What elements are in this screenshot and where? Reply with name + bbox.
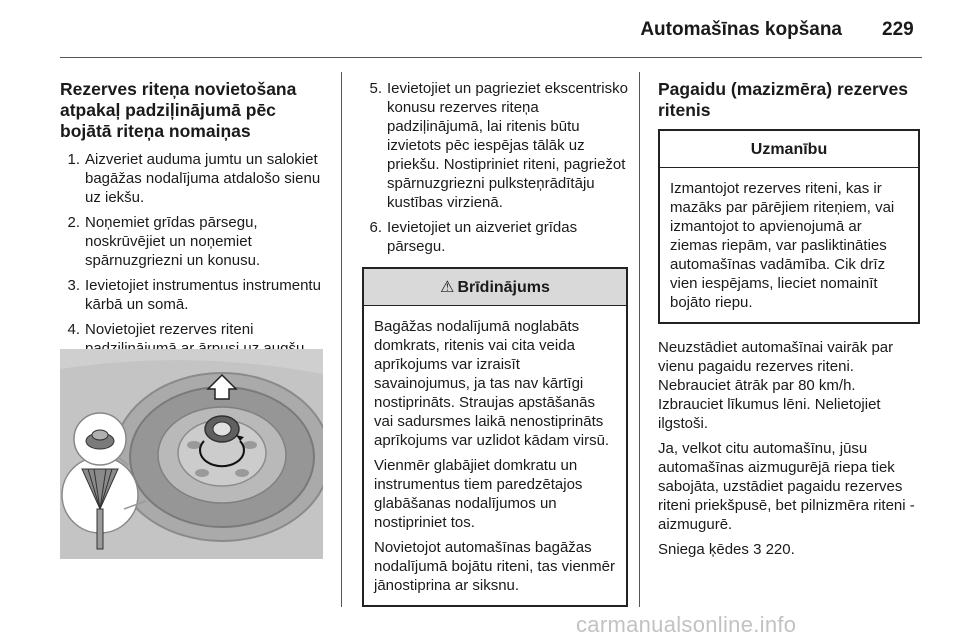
warning-triangle-icon: ⚠	[440, 278, 455, 296]
spare-wheel-illustration	[60, 349, 323, 559]
watermark-text: carmanualsonline.info	[576, 612, 797, 637]
header-rule	[60, 57, 922, 58]
column-divider-left	[341, 72, 342, 607]
step-item: 2. Noņemiet grīdas pārsegu, noskrūvējiet un noņemiet spārnuzgriezni un konusu.	[67, 214, 261, 269]
snow-chains-reference[interactable]: Sniega ķēdes 3 220.	[658, 541, 795, 558]
reference-page: 220.	[765, 541, 795, 558]
step-item: 5. Ievietojiet un pagrieziet ekscentrisko konusu rezerves riteņa padziļinājumā, lai ritenis būtu izvietots pēc iespējas tālāk uz priekšu. Nostipriniet riteni, pagriežot spārnuzgriezni pulksteņrādītāju kustības virzienā.	[369, 80, 628, 211]
warning-box	[362, 267, 628, 607]
steps-list	[60, 150, 330, 358]
steps-list-continued	[362, 79, 628, 256]
section-heading: Rezerves riteņa novietošana atpakaļ padziļinājumā pēc bojātā riteņa nomaiņas	[60, 79, 297, 141]
warning-header	[364, 269, 626, 306]
body-paragraph: Neuzstādiet automašīnai vairāk par vienu pagaidu rezerves riteni. Nebrauciet ātrāk par 80 km/h. Izbrauciet līkumus lēni. Nelietojiet ilgstoši.	[658, 339, 894, 432]
section-heading: Pagaidu (mazizmēra) rezerves ritenis	[658, 79, 908, 120]
warning-paragraph: Novietojot automašīnas bagāžas nodalījumā bojātu riteni, tas vienmēr jānostiprina ar siksnu.	[374, 539, 615, 594]
step-item: 1. Aizveriet auduma jumtu un salokiet bagāžas nodalījuma atdalošo sienu uz iekšu.	[67, 151, 321, 206]
caution-text: Izmantojot rezerves riteni, kas ir mazāks par pārējiem riteņiem, vai izmantojot to apvienojumā ar ziemas riepām, var pasliktināties automašīnas vadāmība. Cik drīz vien iespējams, lieciet nomainīt bojāto riepu.	[670, 180, 895, 311]
step-item: 3. Ievietojiet instrumentus instrumentu kārbā un somā.	[67, 277, 321, 313]
step-item: 4. Novietojiet rezerves riteni	[67, 321, 254, 338]
warning-paragraph: Bagāžas nodalījumā noglabāts domkrats, ritenis vai cita veida aprīkojums var izraisīt savainojumus, ja tas nav kārtīgi nostiprināts. Straujas apstāšanās vai sadursmes laikā nenostiprināts aprīkojums var uzlidot kādam virsū.	[374, 318, 610, 449]
caution-title: Uzmanību	[750, 140, 828, 158]
caution-header	[660, 131, 918, 168]
column-divider-right	[639, 72, 640, 607]
middle-column	[362, 79, 628, 607]
right-body	[658, 338, 920, 559]
caution-body	[660, 168, 918, 322]
warning-body	[364, 306, 626, 605]
reference-arrow-icon: 3	[753, 541, 762, 558]
step-item: 6. Ievietojiet un aizveriet grīdas pārsegu.	[369, 219, 578, 255]
body-paragraph: Ja, velkot citu automašīnu, jūsu automašīnas aizmugurējā riepa tiek sabojāta, uzstādiet pagaidu rezerves riteni priekšpusē, bet pilnizmēra riteni - aizmugurē.	[658, 440, 915, 533]
caution-box	[658, 129, 920, 324]
page-number: 229	[882, 19, 914, 40]
page-header-title: Automašīnas kopšana	[640, 19, 842, 40]
right-column	[658, 79, 920, 565]
warning-title: Brīdinājums	[457, 278, 550, 296]
left-column	[60, 79, 330, 364]
warning-paragraph: Vienmēr glabājiet domkratu un instrumentus tiem paredzētajos glabāšanas nodalījumos un nostipriniet tos.	[374, 457, 583, 531]
